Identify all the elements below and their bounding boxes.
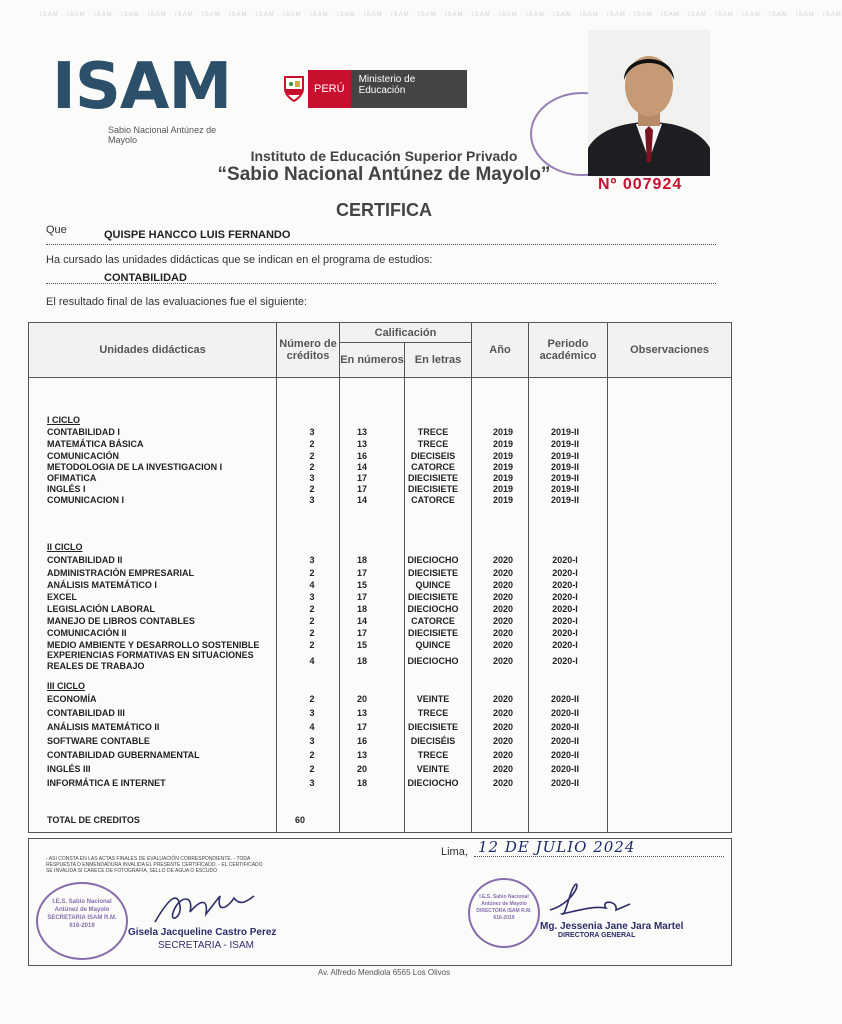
header-observations: Observaciones bbox=[608, 323, 732, 378]
director-seal: I.E.S. Sabio Nacional Antúnez de Mayolo DIRECTORA ISAM R.M. 616-2019 bbox=[468, 878, 540, 948]
table-row: ADMINISTRACIÓN EMPRESARIAL 2 17 DIECISIETE 2020 2020-I bbox=[47, 568, 578, 578]
total-row bbox=[47, 815, 607, 826]
table-row: OFIMATICA 3 17 DIECISIETE 2019 2019-II bbox=[47, 473, 580, 483]
issue-date: 12 DE JULIO 2024 bbox=[478, 838, 636, 856]
table-row: CONTABILIDAD II 3 18 DIECIOCHO 2020 2020-I bbox=[47, 555, 578, 565]
legal-notes: - ASI CONSTA EN LAS ACTAS FINALES DE EVALUACIÓN CORRESPONDIENTE. - TODA RESPUESTA O ENMENDADURA INVALIDA EL PRESENTE CERTIFICADO. - EL CERTIFICADO SE INVALIDA SI CARECE DE FOTOGRAFÍA, SELLO DE AGUA O ESCUDO bbox=[46, 856, 263, 874]
que-label: Que bbox=[46, 224, 67, 236]
ministry-label: Ministerio de Educación bbox=[351, 70, 467, 108]
institute-name: “Sabio Nacional Antúnez de Mayolo” bbox=[217, 164, 551, 185]
table-row: EXCEL 3 17 DIECISIETE 2020 2020-I bbox=[47, 592, 578, 602]
table-row: ANÁLISIS MATEMÁTICO II 4 17 DIECISIETE 2020 2020-II bbox=[47, 722, 580, 732]
director-name: Mg. Jessenia Jane Jara Martel bbox=[540, 921, 684, 932]
document-title: CERTIFICA bbox=[336, 200, 432, 220]
cycle-label: I CICLO bbox=[47, 415, 80, 425]
table-row: COMUNICACIÓN 2 16 DIECISEIS 2019 2019-II bbox=[47, 451, 580, 461]
date-line bbox=[474, 856, 724, 857]
place-label: Lima, bbox=[441, 846, 468, 858]
program-name: CONTABILIDAD bbox=[104, 272, 187, 284]
student-photo bbox=[588, 30, 710, 176]
ministry-logo bbox=[280, 70, 467, 108]
table-row: INGLÉS I 2 17 DIECISIETE 2019 2019-II bbox=[47, 484, 580, 494]
institute-type: Instituto de Educación Superior Privado bbox=[250, 148, 518, 164]
director-role: DIRECTORA GENERAL bbox=[558, 932, 636, 939]
security-pattern: ISAM · ISAM · ISAM · ISAM · ISAM · ISAM · ISAM · ISAM · ISAM · ISAM · ISAM · ISAM · ISAM · ISAM · ISAM · ISAM · ISAM · ISAM · ISAM · ISAM · ISAM · ISAM · ISAM · ISAM · ISAM · ISAM · ISAM · ISAM · ISAM · ISAM bbox=[40, 12, 842, 18]
program-line bbox=[46, 283, 716, 284]
peru-shield-icon bbox=[280, 70, 308, 108]
address: Av. Alfredo Mendiola 6565 Los Olivos bbox=[317, 968, 451, 977]
table-row: MATEMÁTICA BÁSICA 2 13 TRECE 2019 2019-II bbox=[47, 439, 580, 449]
result-intro: El resultado final de las evaluaciones fue el siguiente: bbox=[46, 296, 308, 308]
total-label: TOTAL DE CREDITOS bbox=[47, 815, 140, 825]
header-units: Unidades didácticas bbox=[29, 323, 277, 378]
header-grade: Calificación bbox=[340, 323, 472, 343]
header-in-numbers: En números bbox=[340, 343, 405, 378]
grades-table-header bbox=[28, 322, 732, 378]
isam-logo: ISAM bbox=[52, 50, 232, 124]
director-signature-icon bbox=[540, 880, 650, 924]
header-year: Año bbox=[472, 323, 529, 378]
table-row: ANÁLISIS MATEMÁTICO I 4 15 QUINCE 2020 2020-I bbox=[47, 580, 578, 590]
table-row: EXPERIENCIAS FORMATIVAS EN SITUACIONES REALES DE TRABAJO 4 18 DIECIOCHO 2020 2020-I bbox=[47, 650, 578, 671]
table-row: METODOLOGIA DE LA INVESTIGACION I 2 14 CATORCE 2019 2019-II bbox=[47, 462, 580, 472]
table-row: COMUNICACIÓN II 2 17 DIECISIETE 2020 2020-I bbox=[47, 628, 578, 638]
total-value: 60 bbox=[294, 815, 305, 825]
cycle-label: III CICLO bbox=[47, 681, 85, 691]
table-row: MANEJO DE LIBROS CONTABLES 2 14 CATORCE 2020 2020-I bbox=[47, 616, 578, 626]
student-name: QUISPE HANCCO LUIS FERNANDO bbox=[104, 229, 291, 241]
table-row: MEDIO AMBIENTE Y DESARROLLO SOSTENIBLE 2 15 QUINCE 2020 2020-I bbox=[47, 640, 578, 650]
header-period: Periodo académico bbox=[529, 323, 608, 378]
table-row: INGLÉS III 2 20 VEINTE 2020 2020-II bbox=[47, 764, 580, 774]
header-credits: Número de créditos bbox=[277, 323, 340, 378]
header-in-letters: En letras bbox=[405, 343, 472, 378]
col-divider bbox=[607, 376, 608, 832]
table-row: CONTABILIDAD III 3 13 TRECE 2020 2020-II bbox=[47, 708, 580, 718]
certificate-number: Nº 007924 bbox=[598, 176, 683, 193]
table-row: SOFTWARE CONTABLE 3 16 DIECISÉIS 2020 2020-II bbox=[47, 736, 580, 746]
table-row: COMUNICACION I 3 14 CATORCE 2019 2019-II bbox=[47, 495, 580, 505]
secretary-name: Gisela Jacqueline Castro Perez bbox=[128, 927, 277, 938]
secretary-seal: I.E.S. Sabio Nacional Antúnez de Mayolo SECRETARIA ISAM R.M. 616-2019 bbox=[36, 882, 128, 960]
cycle-label: II CICLO bbox=[47, 542, 83, 552]
table-row: ECONOMÍA 2 20 VEINTE 2020 2020-II bbox=[47, 694, 580, 704]
secretary-role: SECRETARIA - ISAM bbox=[158, 940, 254, 951]
table-row: CONTABILIDAD GUBERNAMENTAL 2 13 TRECE 2020 2020-II bbox=[47, 750, 580, 760]
program-intro: Ha cursado las unidades didácticas que se indican en el programa de estudios: bbox=[46, 254, 433, 266]
table-row: LEGISLACIÓN LABORAL 2 18 DIECIOCHO 2020 2020-I bbox=[47, 604, 578, 614]
name-line bbox=[46, 244, 716, 245]
table-row: INFORMÁTICA E INTERNET 3 18 DIECIOCHO 2020 2020-II bbox=[47, 778, 580, 788]
secretary-signature-icon bbox=[150, 888, 260, 932]
peru-label: PERÚ bbox=[308, 70, 351, 108]
table-row: CONTABILIDAD I 3 13 TRECE 2019 2019-II bbox=[47, 427, 580, 437]
isam-logo-subtitle: Sabio Nacional Antúnez de Mayolo bbox=[108, 125, 217, 145]
